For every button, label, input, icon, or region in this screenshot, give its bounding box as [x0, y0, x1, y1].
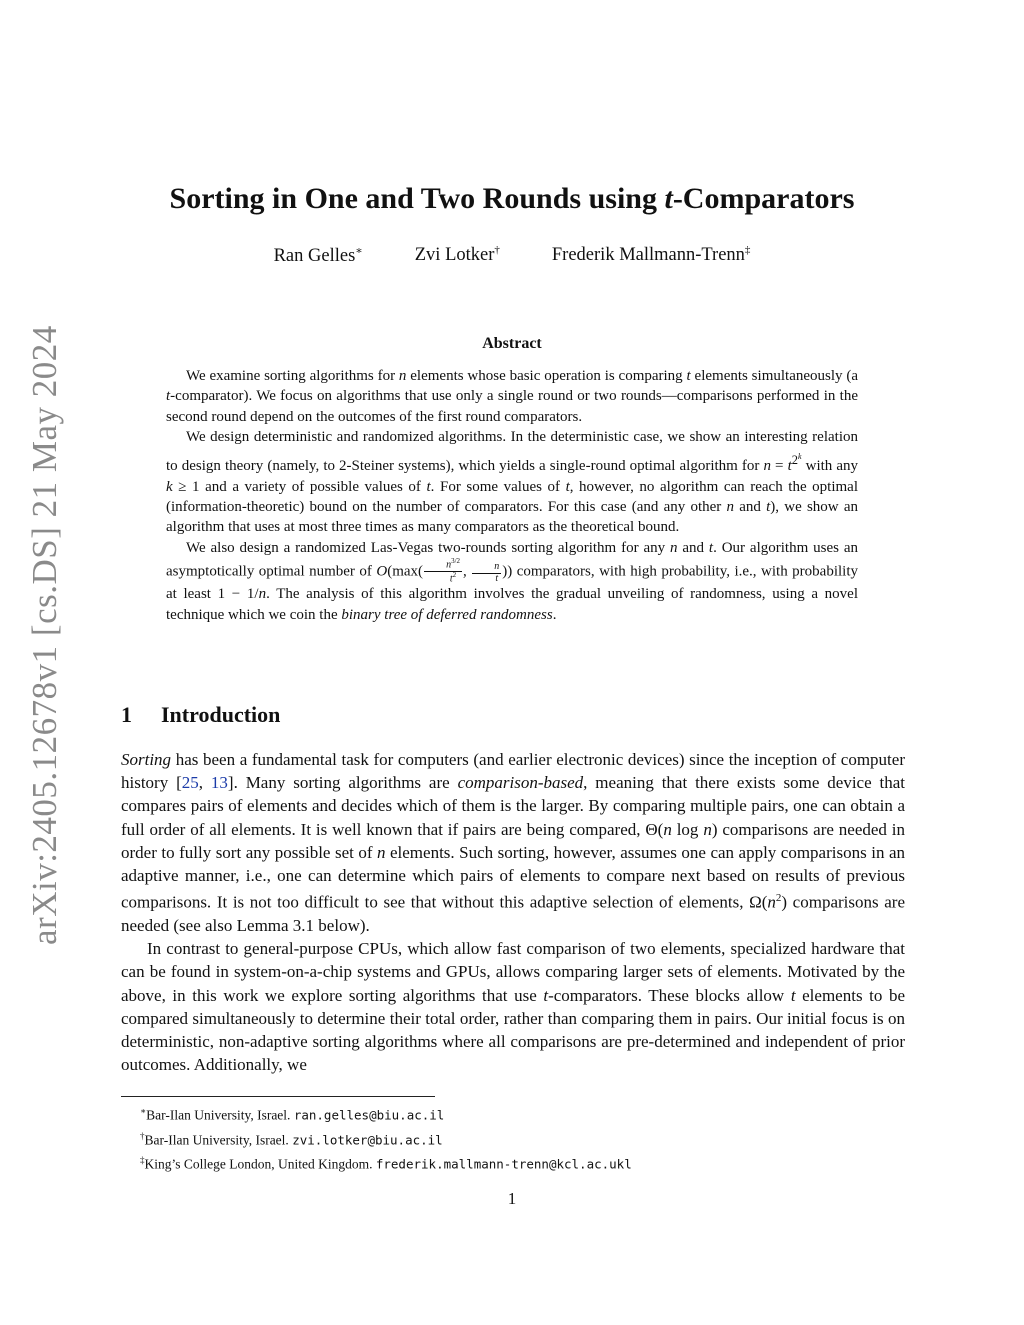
footnote: ‡King’s College London, United Kingdom. frederik.mallmann-trenn@kcl.ac.ukl	[140, 1155, 632, 1172]
section-title: Introduction	[161, 702, 281, 727]
email-link[interactable]: frederik.mallmann-trenn@kcl.ac.ukl	[375, 1156, 632, 1172]
section-heading	[121, 702, 280, 728]
author-list	[100, 244, 924, 267]
introduction-body	[121, 748, 905, 1077]
footnote: ∗Bar-Ilan University, Israel. ran.gelles@biu.ac.il	[140, 1106, 445, 1123]
author: Ran Gelles∗	[273, 245, 363, 267]
abstract-paragraph: We design deterministic and randomized algorithms. In the deterministic case, we show an interesting relation to design theory (namely, to 2-Steiner systems), which yields a single-round optimal algorithm for $n = t^{2^k}$ with any k ≥ 1 and a variety of possible values of t. For some values of t, however, no algorithm can reach the optimal (information-theoretic) bound on the number of comparators. For this case (and any other n and t), we show an algorithm that uses at most three times as many comparators as the theoretical bound.	[166, 428, 858, 536]
footnote: †Bar-Ilan University, Israel. zvi.lotker@biu.ac.il	[140, 1130, 443, 1147]
page-number: 1	[507, 1189, 517, 1208]
section-number: 1	[121, 702, 132, 727]
abstract-paragraph: We also design a randomized Las-Vegas two-rounds sorting algorithm for any n and t. Our algorithm uses an asymptotically optimal number of O(max( $\frac{n^{3/2}}{t^2}$ , $\frac{n}{t}$ )) comparators, with high probability, i.e., with probability at least 1 − 1/n. The analysis of this algorithm involves the gradual unveiling of randomness, using a novel technique which we coin the binary tree of deferred randomness.	[166, 539, 858, 623]
citation-link[interactable]: 25	[181, 773, 199, 793]
author: Frederik Mallmann-Trenn‡	[551, 244, 751, 266]
email-link[interactable]: zvi.lotker@biu.ac.il	[292, 1132, 443, 1147]
footnotes	[140, 1101, 900, 1175]
abstract-heading: Abstract	[482, 335, 542, 352]
citation-link[interactable]: 13	[210, 773, 228, 793]
abstract-body	[166, 366, 858, 625]
arxiv-identifier: arXiv:2405.12678v1 [cs.DS] 21 May 2024	[25, 325, 64, 945]
abstract-paragraph: We examine sorting algorithms for n elements whose basic operation is comparing t elements simultaneously (a t-comparator). We focus on algorithms that use only a single round or two rounds—comparisons performed in the second round depend on the outcomes of the first round comparators.	[166, 368, 858, 425]
paper-title: Sorting in One and Two Rounds using t-Comparators	[169, 182, 855, 215]
author: Zvi Lotker†	[414, 244, 500, 266]
body-paragraph: Sorting has been a fundamental task for computers (and earlier electronic devices) since the inception of computer history [25, 13]. Many sorting algorithms are comparison-based, meaning that there exists some device that compares pairs of elements and decides which of them is the larger. By comparing multiple pairs, one can obtain a full order of all elements. It is well known that if pairs are being compared, Θ(n log n) comparisons are needed in order to fully sort any possible set of n elements. Such sorting, however, assumes one can apply comparisons in an adaptive manner, i.e., one can determine which pairs of elements to compare next based on results of previous comparisons. It is not too difficult to see that without this adaptive selection of elements, $\Omega(n^2)$ comparisons are needed (see also Lemma 3.1 below).	[121, 750, 906, 936]
email-link[interactable]: ran.gelles@biu.ac.il	[293, 1107, 445, 1123]
footnote-divider	[121, 1096, 435, 1097]
body-paragraph: In contrast to general-purpose CPUs, which allow fast comparison of two elements, specialized hardware that can be found in system-on-a-chip systems and GPUs, allows comparing larger sets of elements. Motivated by the above, in this work we explore sorting algorithms that use t-comparators. These blocks allow t elements to be compared simultaneously to determine their total order, rather than comparing them in pairs. Our initial focus is on deterministic, non-adaptive sorting algorithms where all comparisons are pre-determined and independent of prior outcomes. Additionally, we	[121, 939, 906, 1075]
